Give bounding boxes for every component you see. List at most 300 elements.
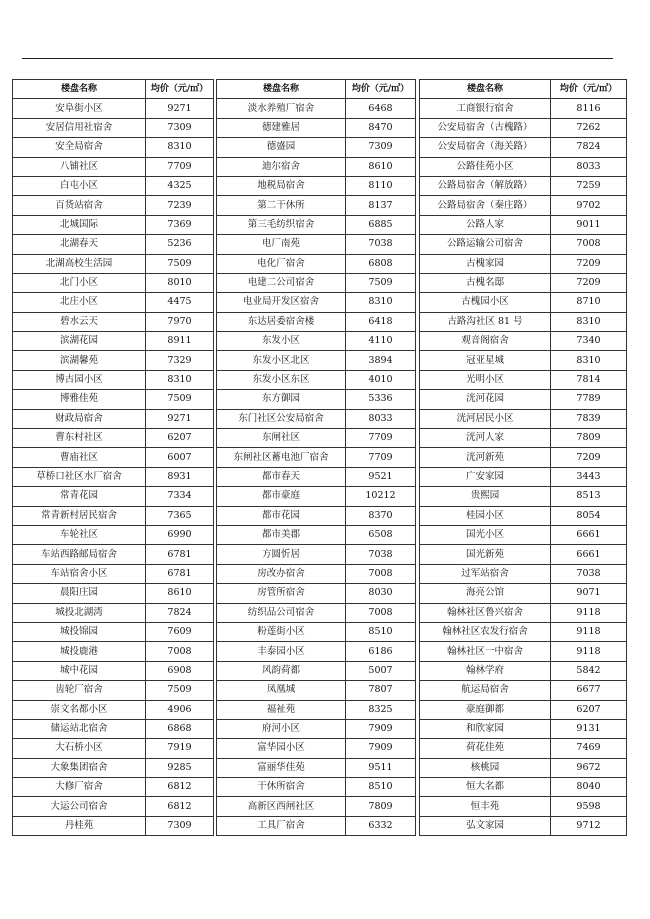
estate-name-cell: 安阜街小区: [13, 99, 146, 118]
avg-price-cell: 8325: [346, 700, 416, 719]
avg-price-cell: 7008: [346, 603, 416, 622]
table-row: [420, 642, 627, 661]
avg-price-cell: 8370: [346, 506, 416, 525]
estate-name-cell: 干休所宿舍: [217, 778, 346, 797]
table-row: [13, 138, 214, 157]
estate-name-cell: 高新区西闸社区: [217, 797, 346, 816]
avg-price-cell: 8116: [551, 99, 627, 118]
header-name: 楼盘名称: [217, 80, 346, 99]
avg-price-cell: 6332: [346, 816, 416, 835]
avg-price-cell: 7509: [146, 390, 214, 409]
estate-name-cell: 国光小区: [420, 525, 551, 544]
table-row: [420, 176, 627, 195]
header-price: 均价（元/㎡）: [346, 80, 416, 99]
table-row: [420, 390, 627, 409]
avg-price-cell: 8310: [551, 351, 627, 370]
table-row: [420, 467, 627, 486]
table-row: [420, 661, 627, 680]
table-row: [420, 157, 627, 176]
avg-price-cell: 7970: [146, 312, 214, 331]
table-row: [13, 157, 214, 176]
estate-name-cell: 贵熙园: [420, 487, 551, 506]
avg-price-cell: 6812: [146, 778, 214, 797]
estate-name-cell: 光明小区: [420, 370, 551, 389]
table-row: [13, 816, 214, 835]
estate-name-cell: 电化厂宿舍: [217, 254, 346, 273]
estate-name-cell: 淡水养殖厂宿舍: [217, 99, 346, 118]
avg-price-cell: 9511: [346, 758, 416, 777]
table-row: [217, 157, 416, 176]
table-row: [420, 506, 627, 525]
estate-name-cell: 国光新苑: [420, 545, 551, 564]
avg-price-cell: 6661: [551, 525, 627, 544]
table-row: [420, 409, 627, 428]
avg-price-cell: 6990: [146, 525, 214, 544]
avg-price-cell: 6007: [146, 448, 214, 467]
avg-price-cell: 6508: [346, 525, 416, 544]
estate-name-cell: 财政局宿舍: [13, 409, 146, 428]
table-row: [217, 273, 416, 292]
table-row: [217, 719, 416, 738]
avg-price-cell: 9011: [551, 215, 627, 234]
estate-name-cell: 安居信用社宿舍: [13, 118, 146, 137]
estate-name-cell: 车站宿舍小区: [13, 564, 146, 583]
table-row: [13, 739, 214, 758]
avg-price-cell: 9521: [346, 467, 416, 486]
estate-name-cell: 房管所宿舍: [217, 584, 346, 603]
avg-price-cell: 7038: [346, 235, 416, 254]
table-row: [420, 99, 627, 118]
table-row: [420, 622, 627, 641]
avg-price-cell: 8033: [346, 409, 416, 428]
avg-price-cell: 8310: [346, 293, 416, 312]
avg-price-cell: 7824: [146, 603, 214, 622]
table-row: [217, 429, 416, 448]
avg-price-cell: 8110: [346, 176, 416, 195]
table-row: [217, 603, 416, 622]
table-row: [13, 758, 214, 777]
avg-price-cell: 7369: [146, 215, 214, 234]
table-row: [13, 429, 214, 448]
table-row: [217, 642, 416, 661]
avg-price-cell: 4325: [146, 176, 214, 195]
table-row: [13, 487, 214, 506]
table-row: [217, 797, 416, 816]
table-row: [13, 254, 214, 273]
table-row: [217, 758, 416, 777]
avg-price-cell: 7509: [146, 681, 214, 700]
avg-price-cell: 7509: [146, 254, 214, 273]
estate-name-cell: 公安局宿舍（海关路）: [420, 138, 551, 157]
avg-price-cell: 7469: [551, 739, 627, 758]
table-row: [13, 351, 214, 370]
estate-name-cell: 电业局开发区宿舍: [217, 293, 346, 312]
table-row: [420, 138, 627, 157]
estate-name-cell: 恒丰苑: [420, 797, 551, 816]
estate-name-cell: 城投锦园: [13, 622, 146, 641]
avg-price-cell: 9672: [551, 758, 627, 777]
table-row: [420, 215, 627, 234]
estate-name-cell: 大运公司宿舍: [13, 797, 146, 816]
estate-name-cell: 粉莲街小区: [217, 622, 346, 641]
table-row: [217, 816, 416, 835]
avg-price-cell: 9702: [551, 196, 627, 215]
estate-name-cell: 电厂南苑: [217, 235, 346, 254]
avg-price-cell: 5236: [146, 235, 214, 254]
table-row: [217, 700, 416, 719]
estate-name-cell: 都市豪庭: [217, 487, 346, 506]
avg-price-cell: 8040: [551, 778, 627, 797]
estate-name-cell: 富华园小区: [217, 739, 346, 758]
table-row: [13, 448, 214, 467]
avg-price-cell: 3443: [551, 467, 627, 486]
avg-price-cell: 3894: [346, 351, 416, 370]
table-row: [13, 215, 214, 234]
estate-name-cell: 德建雅居: [217, 118, 346, 137]
estate-name-cell: 公路运输公司宿舍: [420, 235, 551, 254]
table-row: [217, 661, 416, 680]
table-row: [13, 370, 214, 389]
table-row: [217, 545, 416, 564]
avg-price-cell: 6186: [346, 642, 416, 661]
table-row: [420, 545, 627, 564]
table-row: [420, 797, 627, 816]
estate-name-cell: 东闸社区: [217, 429, 346, 448]
table-row: [13, 700, 214, 719]
estate-name-cell: 公路人家: [420, 215, 551, 234]
avg-price-cell: 4010: [346, 370, 416, 389]
estate-name-cell: 大修厂宿舍: [13, 778, 146, 797]
estate-name-cell: 纺织品公司宿舍: [217, 603, 346, 622]
estate-name-cell: 崇文名都小区: [13, 700, 146, 719]
table-row: [420, 429, 627, 448]
estate-name-cell: 常青新村居民宿舍: [13, 506, 146, 525]
avg-price-cell: 7209: [551, 448, 627, 467]
avg-price-cell: 8610: [346, 157, 416, 176]
estate-name-cell: 滨湖馨苑: [13, 351, 146, 370]
estate-name-cell: 车轮社区: [13, 525, 146, 544]
estate-name-cell: 过军站宿舍: [420, 564, 551, 583]
estate-name-cell: 房改办宿舍: [217, 564, 346, 583]
estate-name-cell: 恒大名都: [420, 778, 551, 797]
table-row: [420, 293, 627, 312]
table-row: [217, 390, 416, 409]
estate-name-cell: 博古园小区: [13, 370, 146, 389]
estate-name-cell: 洸河人家: [420, 429, 551, 448]
avg-price-cell: 4475: [146, 293, 214, 312]
table-row: [217, 681, 416, 700]
table-row: [13, 564, 214, 583]
avg-price-cell: 7839: [551, 409, 627, 428]
avg-price-cell: 8510: [346, 622, 416, 641]
estate-name-cell: 齿轮厂宿舍: [13, 681, 146, 700]
estate-name-cell: 车站西路邮局宿舍: [13, 545, 146, 564]
table-row: [420, 312, 627, 331]
estate-name-cell: 曹东村社区: [13, 429, 146, 448]
table-row: [420, 778, 627, 797]
estate-name-cell: 第二干休所: [217, 196, 346, 215]
avg-price-cell: 9712: [551, 816, 627, 835]
estate-name-cell: 储运站北宿舍: [13, 719, 146, 738]
table-row: [217, 118, 416, 137]
estate-name-cell: 常青花园: [13, 487, 146, 506]
estate-name-cell: 公路局宿舍（秦庄路）: [420, 196, 551, 215]
header-price: 均价（元/㎡）: [146, 80, 214, 99]
table-row: [13, 545, 214, 564]
estate-name-cell: 公安局宿舍（古槐路）: [420, 118, 551, 137]
table-row: [217, 506, 416, 525]
estate-name-cell: 广安家园: [420, 467, 551, 486]
avg-price-cell: 7309: [346, 138, 416, 157]
estate-name-cell: 迪尔宿舍: [217, 157, 346, 176]
table-row: [13, 642, 214, 661]
avg-price-cell: 9118: [551, 622, 627, 641]
estate-name-cell: 公路局宿舍（解放路）: [420, 176, 551, 195]
estate-name-cell: 桂园小区: [420, 506, 551, 525]
estate-name-cell: 东发小区东区: [217, 370, 346, 389]
avg-price-cell: 7824: [551, 138, 627, 157]
avg-price-cell: 7709: [146, 157, 214, 176]
estate-name-cell: 城中花园: [13, 661, 146, 680]
header-name: 楼盘名称: [420, 80, 551, 99]
table-row: [420, 700, 627, 719]
table-row: [217, 739, 416, 758]
estate-name-cell: 北庄小区: [13, 293, 146, 312]
estate-name-cell: 都市花园: [217, 506, 346, 525]
avg-price-cell: 8030: [346, 584, 416, 603]
avg-price-cell: 7008: [551, 235, 627, 254]
avg-price-cell: 7909: [346, 739, 416, 758]
table-row: [217, 312, 416, 331]
table-row: [13, 409, 214, 428]
avg-price-cell: 5336: [346, 390, 416, 409]
table-row: [217, 564, 416, 583]
avg-price-cell: 7709: [346, 448, 416, 467]
avg-price-cell: 8310: [551, 312, 627, 331]
estate-name-cell: 工商银行宿舍: [420, 99, 551, 118]
avg-price-cell: 8470: [346, 118, 416, 137]
estate-name-cell: 荷花佳苑: [420, 739, 551, 758]
table-row: [217, 409, 416, 428]
avg-price-cell: 8033: [551, 157, 627, 176]
avg-price-cell: 6908: [146, 661, 214, 680]
estate-name-cell: 冠亚星城: [420, 351, 551, 370]
header-name: 楼盘名称: [13, 80, 146, 99]
avg-price-cell: 7309: [146, 816, 214, 835]
table-row: [420, 235, 627, 254]
table-row: [217, 215, 416, 234]
estate-name-cell: 碧水云天: [13, 312, 146, 331]
table-row: [420, 564, 627, 583]
avg-price-cell: 7038: [551, 564, 627, 583]
table-header: [13, 80, 214, 99]
estate-name-cell: 古路沟社区 81 号: [420, 312, 551, 331]
avg-price-cell: 8931: [146, 467, 214, 486]
estate-name-cell: 古槐园小区: [420, 293, 551, 312]
avg-price-cell: 8010: [146, 273, 214, 292]
avg-price-cell: 6812: [146, 797, 214, 816]
table-row: [13, 661, 214, 680]
table-row: [420, 118, 627, 137]
table-row: [217, 332, 416, 351]
avg-price-cell: 7334: [146, 487, 214, 506]
estate-name-cell: 北湖高校生活园: [13, 254, 146, 273]
avg-price-cell: 7809: [346, 797, 416, 816]
table-row: [13, 118, 214, 137]
estate-name-cell: 方圆忻居: [217, 545, 346, 564]
table-row: [13, 273, 214, 292]
table-row: [13, 312, 214, 331]
estate-name-cell: 博雅佳苑: [13, 390, 146, 409]
table-row: [420, 254, 627, 273]
estate-name-cell: 城投鹿港: [13, 642, 146, 661]
table-row: [13, 506, 214, 525]
header-price: 均价（元/㎡）: [551, 80, 627, 99]
estate-name-cell: 东门社区公安局宿舍: [217, 409, 346, 428]
table-row: [217, 525, 416, 544]
table-row: [217, 351, 416, 370]
estate-name-cell: 翰林社区一中宿舍: [420, 642, 551, 661]
avg-price-cell: 7365: [146, 506, 214, 525]
avg-price-cell: 6677: [551, 681, 627, 700]
table-row: [217, 622, 416, 641]
avg-price-cell: 7309: [146, 118, 214, 137]
avg-price-cell: 8137: [346, 196, 416, 215]
table-row: [13, 99, 214, 118]
avg-price-cell: 8310: [146, 138, 214, 157]
estate-name-cell: 曹庙社区: [13, 448, 146, 467]
table-row: [420, 719, 627, 738]
avg-price-cell: 4110: [346, 332, 416, 351]
table-row: [13, 467, 214, 486]
table-row: [217, 235, 416, 254]
estate-name-cell: 洸河新苑: [420, 448, 551, 467]
estate-name-cell: 电建二公司宿舍: [217, 273, 346, 292]
estate-name-cell: 北湖春天: [13, 235, 146, 254]
avg-price-cell: 10212: [346, 487, 416, 506]
table-row: [420, 196, 627, 215]
estate-name-cell: 东闸社区蓄电池厂宿舍: [217, 448, 346, 467]
avg-price-cell: 8310: [146, 370, 214, 389]
avg-price-cell: 9131: [551, 719, 627, 738]
table-row: [217, 467, 416, 486]
estate-name-cell: 凤凰城: [217, 681, 346, 700]
table-row: [13, 719, 214, 738]
avg-price-cell: 7809: [551, 429, 627, 448]
estate-name-cell: 滨湖花园: [13, 332, 146, 351]
estate-name-cell: 都市美郡: [217, 525, 346, 544]
estate-name-cell: 东发小区: [217, 332, 346, 351]
table-row: [420, 332, 627, 351]
estate-name-cell: 公路佳苑小区: [420, 157, 551, 176]
table-row: [13, 525, 214, 544]
estate-name-cell: 东方御园: [217, 390, 346, 409]
table-row: [217, 99, 416, 118]
table-row: [217, 254, 416, 273]
avg-price-cell: 7789: [551, 390, 627, 409]
estate-name-cell: 百货站宿舍: [13, 196, 146, 215]
estate-name-cell: 晨阳庄园: [13, 584, 146, 603]
estate-name-cell: 观音阁宿舍: [420, 332, 551, 351]
estate-name-cell: 东达居委宿舍楼: [217, 312, 346, 331]
table-row: [13, 778, 214, 797]
avg-price-cell: 7209: [551, 273, 627, 292]
table-header: [420, 80, 627, 99]
avg-price-cell: 8513: [551, 487, 627, 506]
table-row: [217, 176, 416, 195]
avg-price-cell: 7609: [146, 622, 214, 641]
avg-price-cell: 7807: [346, 681, 416, 700]
estate-name-cell: 核桃园: [420, 758, 551, 777]
avg-price-cell: 7259: [551, 176, 627, 195]
avg-price-cell: 6661: [551, 545, 627, 564]
avg-price-cell: 7038: [346, 545, 416, 564]
table-row: [217, 370, 416, 389]
table-row: [13, 293, 214, 312]
avg-price-cell: 8610: [146, 584, 214, 603]
estate-name-cell: 第三毛纺织宿舍: [217, 215, 346, 234]
estate-name-cell: 丹桂苑: [13, 816, 146, 835]
table-row: [420, 584, 627, 603]
table-row: [420, 758, 627, 777]
avg-price-cell: 8710: [551, 293, 627, 312]
table-row: [420, 370, 627, 389]
estate-name-cell: 福祉苑: [217, 700, 346, 719]
avg-price-cell: 9271: [146, 409, 214, 428]
estate-name-cell: 古槐家园: [420, 254, 551, 273]
table-row: [13, 797, 214, 816]
avg-price-cell: 6868: [146, 719, 214, 738]
estate-name-cell: 风韵荷都: [217, 661, 346, 680]
estate-name-cell: 北门小区: [13, 273, 146, 292]
table-row: [13, 681, 214, 700]
avg-price-cell: 9118: [551, 603, 627, 622]
avg-price-cell: 9271: [146, 99, 214, 118]
table-row: [13, 390, 214, 409]
estate-name-cell: 都市春天: [217, 467, 346, 486]
avg-price-cell: 7909: [346, 719, 416, 738]
avg-price-cell: 8054: [551, 506, 627, 525]
avg-price-cell: 6207: [551, 700, 627, 719]
table-row: [217, 487, 416, 506]
avg-price-cell: 7919: [146, 739, 214, 758]
estate-name-cell: 白屯小区: [13, 176, 146, 195]
table-row: [217, 293, 416, 312]
avg-price-cell: 7008: [346, 564, 416, 583]
avg-price-cell: 6468: [346, 99, 416, 118]
table-row: [420, 273, 627, 292]
estate-name-cell: 和欣家园: [420, 719, 551, 738]
table-row: [13, 584, 214, 603]
avg-price-cell: 9118: [551, 642, 627, 661]
table-row: [420, 739, 627, 758]
table-row: [13, 622, 214, 641]
estate-name-cell: 翰林社区农发行宿舍: [420, 622, 551, 641]
estate-name-cell: 府河小区: [217, 719, 346, 738]
estate-name-cell: 弘文家园: [420, 816, 551, 835]
table-row: [217, 584, 416, 603]
estate-name-cell: 大象集团宿舍: [13, 758, 146, 777]
table-row: [420, 487, 627, 506]
table-row: [13, 176, 214, 195]
avg-price-cell: 8911: [146, 332, 214, 351]
estate-name-cell: 草桥口社区水厂宿舍: [13, 467, 146, 486]
avg-price-cell: 7239: [146, 196, 214, 215]
avg-price-cell: 7509: [346, 273, 416, 292]
top-rule: [22, 58, 613, 59]
avg-price-cell: 7340: [551, 332, 627, 351]
estate-name-cell: 洸河花园: [420, 390, 551, 409]
